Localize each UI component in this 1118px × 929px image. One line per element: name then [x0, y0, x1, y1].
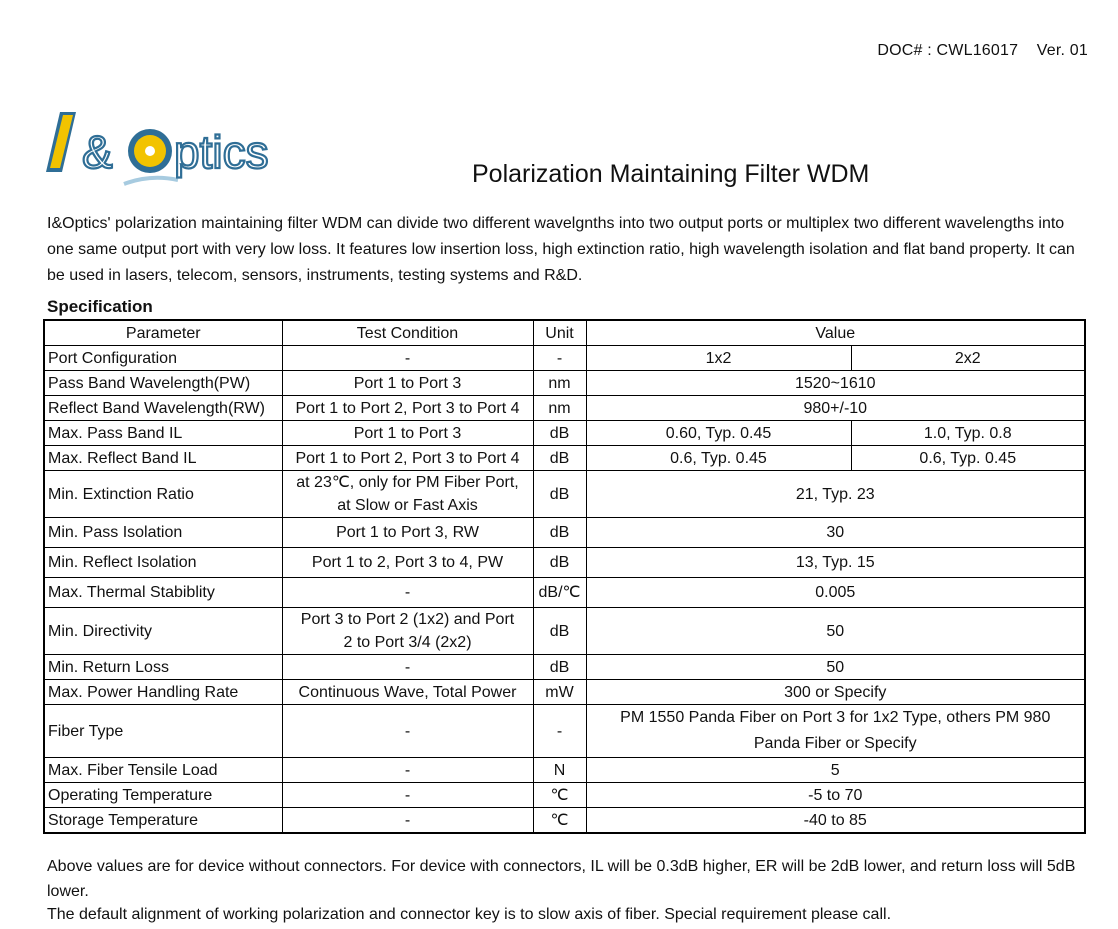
row-parameter: Storage Temperature — [44, 808, 282, 834]
table-row — [44, 518, 1085, 548]
row-condition: - — [282, 346, 533, 371]
document-title: Polarization Maintaining Filter WDM — [472, 160, 870, 188]
row-value: 50 — [586, 608, 1085, 655]
row-unit: nm — [533, 371, 586, 396]
row-unit: dB/℃ — [533, 578, 586, 608]
row-condition: - — [282, 783, 533, 808]
table-row — [44, 346, 1085, 371]
header-value: Value — [586, 320, 1085, 346]
intro-paragraph: I&Optics' polarization maintaining filter WDM can divide two different wavelgnths into two output ports or multiplex two different wavelengths into one same output port with very low loss. It features low insertion loss, high extinction ratio, high wavelength isolation and flat band property. It can be used in lasers, telecom, sensors, instruments, testing systems and R&D. — [47, 215, 1075, 284]
row-parameter: Min. Pass Isolation — [44, 518, 282, 548]
row-condition: Port 1 to Port 3 — [282, 371, 533, 396]
row-condition: - — [282, 578, 533, 608]
row-unit: ℃ — [533, 808, 586, 834]
row-value — [586, 705, 1085, 758]
footnotes — [47, 854, 1097, 927]
row-unit: - — [533, 705, 586, 758]
table-row — [44, 608, 1085, 655]
row-condition: - — [282, 655, 533, 680]
row-condition: Continuous Wave, Total Power — [282, 680, 533, 705]
row-condition: Port 1 to Port 3 — [282, 421, 533, 446]
row-unit: nm — [533, 396, 586, 421]
row-unit: dB — [533, 655, 586, 680]
table-row — [44, 655, 1085, 680]
row-unit: ℃ — [533, 783, 586, 808]
specification-table — [43, 319, 1086, 834]
row-condition: Port 1 to Port 2, Port 3 to Port 4 — [282, 396, 533, 421]
table-header-row — [44, 320, 1085, 346]
company-logo — [46, 106, 306, 196]
row-value: 30 — [586, 518, 1085, 548]
row-value: 50 — [586, 655, 1085, 680]
row-condition-line: Port 3 to Port 2 (1x2) and Port — [300, 611, 515, 628]
row-unit: N — [533, 758, 586, 783]
table-row — [44, 471, 1085, 518]
row-parameter: Max. Thermal Stabiblity — [44, 578, 282, 608]
table-row — [44, 808, 1085, 834]
row-value: 21, Typ. 23 — [586, 471, 1085, 518]
row-condition-line: at 23℃, only for PM Fiber Port, — [296, 474, 519, 491]
row-condition: - — [282, 758, 533, 783]
row-parameter: Fiber Type — [44, 705, 282, 758]
row-value-2x2: 1.0, Typ. 0.8 — [851, 421, 1085, 446]
table-row — [44, 758, 1085, 783]
row-parameter: Operating Temperature — [44, 783, 282, 808]
row-parameter: Min. Return Loss — [44, 655, 282, 680]
row-condition: Port 1 to Port 2, Port 3 to Port 4 — [282, 446, 533, 471]
row-value: -40 to 85 — [586, 808, 1085, 834]
row-unit: dB — [533, 446, 586, 471]
row-value: 980+/-10 — [586, 396, 1085, 421]
row-condition-line: at Slow or Fast Axis — [337, 497, 478, 514]
row-parameter: Pass Band Wavelength(PW) — [44, 371, 282, 396]
row-parameter: Max. Reflect Band IL — [44, 446, 282, 471]
row-parameter: Reflect Band Wavelength(RW) — [44, 396, 282, 421]
table-row — [44, 680, 1085, 705]
row-condition: Port 1 to Port 3, RW — [282, 518, 533, 548]
svg-text:ptics: ptics — [174, 126, 269, 178]
row-value-2x2: 2x2 — [851, 346, 1085, 371]
iandoptics-logo-icon — [46, 106, 306, 196]
svg-text:&: & — [82, 126, 113, 178]
row-value-line: Panda Fiber or Specify — [753, 735, 917, 752]
row-parameter: Max. Power Handling Rate — [44, 680, 282, 705]
specification-heading: Specification — [47, 297, 153, 316]
row-unit: dB — [533, 548, 586, 578]
row-value-line: PM 1550 Panda Fiber on Port 3 for 1x2 Type, others PM 980 — [620, 709, 1051, 726]
row-parameter: Max. Fiber Tensile Load — [44, 758, 282, 783]
row-condition — [282, 608, 533, 655]
row-parameter: Min. Directivity — [44, 608, 282, 655]
table-row — [44, 396, 1085, 421]
row-parameter: Min. Reflect Isolation — [44, 548, 282, 578]
row-unit: - — [533, 346, 586, 371]
row-unit: dB — [533, 608, 586, 655]
row-value: 300 or Specify — [586, 680, 1085, 705]
table-row — [44, 783, 1085, 808]
row-unit: dB — [533, 471, 586, 518]
row-condition: Port 1 to 2, Port 3 to 4, PW — [282, 548, 533, 578]
row-value-2x2: 0.6, Typ. 0.45 — [851, 446, 1085, 471]
row-value: 1520~1610 — [586, 371, 1085, 396]
footnote-connectors: Above values are for device without connectors. For device with connectors, IL will be 0.3dB higher, ER will be 2dB lower, and return loss will 5dB lower. — [47, 858, 1076, 900]
header-parameter: Parameter — [44, 320, 282, 346]
row-parameter: Min. Extinction Ratio — [44, 471, 282, 518]
footnote-alignment: The default alignment of working polarization and connector key is to slow axis of fiber. Special requirement please call. — [47, 906, 892, 923]
table-row — [44, 371, 1085, 396]
document-id: DOC# : CWL16017 Ver. 01 — [877, 42, 1088, 59]
row-parameter: Max. Pass Band IL — [44, 421, 282, 446]
table-row — [44, 446, 1085, 471]
table-row — [44, 705, 1085, 758]
table-row — [44, 578, 1085, 608]
row-value: 13, Typ. 15 — [586, 548, 1085, 578]
row-condition — [282, 471, 533, 518]
row-condition-line: 2 to Port 3/4 (2x2) — [343, 634, 472, 651]
row-unit: dB — [533, 421, 586, 446]
row-value: 5 — [586, 758, 1085, 783]
row-value-1x2: 0.60, Typ. 0.45 — [586, 421, 851, 446]
row-value-1x2: 1x2 — [586, 346, 851, 371]
row-value: -5 to 70 — [586, 783, 1085, 808]
row-unit: dB — [533, 518, 586, 548]
table-row — [44, 548, 1085, 578]
header-unit: Unit — [533, 320, 586, 346]
row-value: 0.005 — [586, 578, 1085, 608]
row-value-1x2: 0.6, Typ. 0.45 — [586, 446, 851, 471]
row-unit: mW — [533, 680, 586, 705]
header-test-condition: Test Condition — [282, 320, 533, 346]
row-condition: - — [282, 808, 533, 834]
row-condition: - — [282, 705, 533, 758]
table-row — [44, 421, 1085, 446]
row-parameter: Port Configuration — [44, 346, 282, 371]
